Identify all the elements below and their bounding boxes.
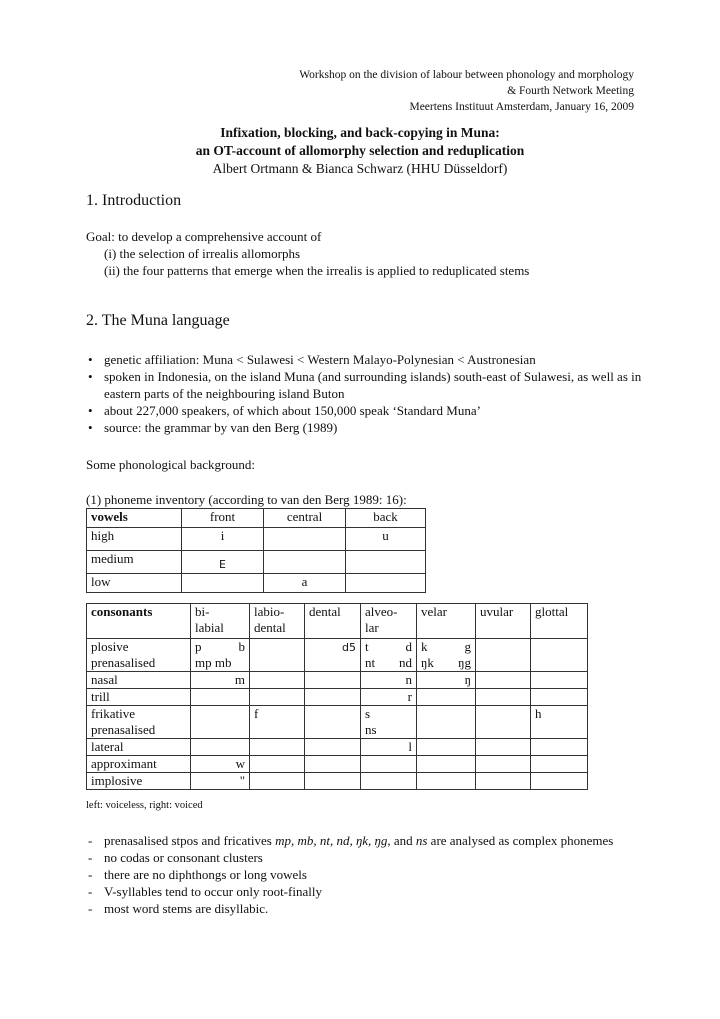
velar-header: velar	[417, 604, 476, 639]
trill-row	[87, 689, 588, 706]
medium-label: medium	[87, 551, 182, 574]
trill-alveolar: r	[361, 689, 417, 706]
dash-item: - no codas or consonant clusters	[86, 849, 646, 866]
vowel-row-low	[87, 574, 426, 593]
workshop-line-2: & Fourth Network Meeting	[507, 85, 634, 97]
bilabial-header: bi- labial	[191, 604, 250, 639]
high-back: u	[346, 528, 426, 551]
plosive-velar: k g ŋk ŋg	[417, 639, 476, 672]
bullet-item: • genetic affiliation: Muna < Sulawesi < Western Malayo-Polynesian < Austronesian	[86, 351, 646, 368]
nasal-label: nasal	[87, 672, 191, 689]
low-front	[182, 574, 264, 593]
bullet-item: • about 227,000 speakers, of which about 150,000 speak ‘Standard Muna’	[86, 402, 646, 419]
title-block	[0, 124, 720, 178]
approximant-label: approximant	[87, 756, 191, 773]
goal-line: Goal: to develop a comprehensive account of	[86, 229, 322, 244]
nasal-velar: ŋ	[417, 672, 476, 689]
lateral-label: lateral	[87, 739, 191, 756]
intro-goal	[86, 228, 646, 279]
high-central	[264, 528, 346, 551]
central-header: central	[264, 509, 346, 528]
vowel-header-row	[87, 509, 426, 528]
plosive-uvular	[476, 639, 531, 672]
low-label: low	[87, 574, 182, 593]
uvular-header: uvular	[476, 604, 531, 639]
lateral-row	[87, 739, 588, 756]
high-label: high	[87, 528, 182, 551]
implosive-row	[87, 773, 588, 790]
phonological-background: Some phonological background:	[86, 457, 255, 472]
dash-item: - most word stems are disyllabic.	[86, 900, 646, 917]
medium-central	[264, 551, 346, 574]
plosive-label: plosive prenasalised	[87, 639, 191, 672]
plosive-row	[87, 639, 588, 672]
bullet-item: • source: the grammar by van den Berg (1989)	[86, 419, 646, 436]
workshop-line-1: Workshop on the division of labour between phonology and morphology	[299, 69, 634, 81]
consonant-header-row	[87, 604, 588, 639]
labiodental-header: labio- dental	[250, 604, 305, 639]
table-note: left: voiceless, right: voiced	[86, 800, 203, 811]
back-header: back	[346, 509, 426, 528]
title-line-1: Infixation, blocking, and back-copying in Muna:	[220, 125, 500, 140]
vowel-row-high	[87, 528, 426, 551]
dental-header: dental	[305, 604, 361, 639]
fricative-labiodental: f	[250, 706, 305, 739]
consonants-header: consonants	[87, 604, 191, 639]
fricative-alveolar: s ns	[361, 706, 417, 739]
nasal-row	[87, 672, 588, 689]
vowel-row-medium	[87, 551, 426, 574]
goal-item-2: (ii) the four patterns that emerge when the irrealis is applied to reduplicated stems	[104, 263, 530, 278]
approximant-bilabial: w	[191, 756, 250, 773]
dash-item: - prenasalised stpos and fricatives mp, mb, nt, nd, ŋk, ŋg, and ns are analysed as complex phonemes	[86, 832, 646, 849]
plosive-dental: d5	[305, 639, 361, 672]
consonant-table	[86, 603, 588, 790]
phonology-notes	[86, 832, 646, 917]
plosive-alveolar: t d nt nd	[361, 639, 417, 672]
workshop-line-3: Meertens Instituut Amsterdam, January 16, 2009	[409, 101, 634, 113]
section-1-heading: 1. Introduction	[86, 192, 182, 209]
vowel-table	[86, 508, 426, 593]
approximant-row	[87, 756, 588, 773]
fricative-label: frikative prenasalised	[87, 706, 191, 739]
fricative-row	[87, 706, 588, 739]
section-2-heading: 2. The Muna language	[86, 312, 230, 329]
goal-item-1: (i) the selection of irrealis allomorphs	[104, 246, 301, 261]
medium-back	[346, 551, 426, 574]
workshop-header	[299, 67, 634, 115]
vowels-header: vowels	[87, 509, 182, 528]
implosive-label: implosive	[87, 773, 191, 790]
alveolar-header: alveo- lar	[361, 604, 417, 639]
medium-front: E	[182, 551, 264, 574]
nasal-alveolar: n	[361, 672, 417, 689]
plosive-labiodental	[250, 639, 305, 672]
plosive-bilabial: p b mp mb	[191, 639, 250, 672]
nasal-bilabial: m	[191, 672, 250, 689]
title-line-2: an OT-account of allomorphy selection and reduplication	[195, 143, 525, 158]
implosive-bilabial: "	[191, 773, 250, 790]
low-back	[346, 574, 426, 593]
glottal-header: glottal	[531, 604, 588, 639]
fricative-glottal: h	[531, 706, 588, 739]
dash-item: - there are no diphthongs or long vowels	[86, 866, 646, 883]
bullet-item: • spoken in Indonesia, on the island Muna (and surrounding islands) south-east of Sulawesi, as well as in eastern parts of the neighbouring island Buton	[86, 368, 646, 402]
high-front: i	[182, 528, 264, 551]
low-central: a	[264, 574, 346, 593]
muna-facts-list	[86, 351, 646, 436]
trill-label: trill	[87, 689, 191, 706]
authors: Albert Ortmann & Bianca Schwarz (HHU Düsseldorf)	[212, 161, 508, 176]
dash-item: - V-syllables tend to occur only root-finally	[86, 883, 646, 900]
example-1-caption: (1) phoneme inventory (according to van den Berg 1989: 16):	[86, 492, 407, 507]
front-header: front	[182, 509, 264, 528]
lateral-alveolar: l	[361, 739, 417, 756]
plosive-glottal	[531, 639, 588, 672]
